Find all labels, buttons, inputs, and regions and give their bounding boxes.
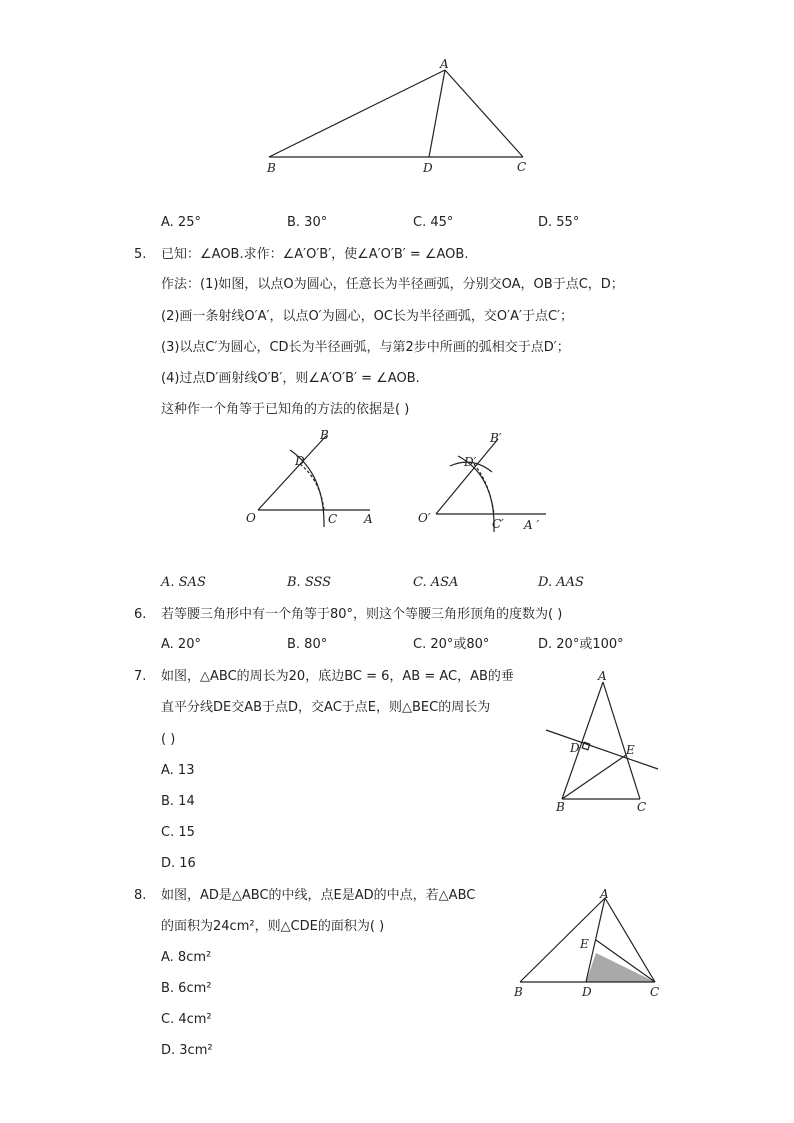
q4-label-C: C xyxy=(517,160,527,174)
q5-figure-right xyxy=(412,422,552,537)
q7-label-C: C xyxy=(637,800,647,814)
q7-label-E: E xyxy=(626,743,635,757)
q5-option-b[interactable]: B. SSS xyxy=(287,575,332,590)
q7-option-b[interactable]: B. 14 xyxy=(161,794,195,809)
q4-option-c[interactable]: C. 45° xyxy=(413,215,454,230)
q8-option-b[interactable]: B. 6cm² xyxy=(161,981,212,996)
q5-right-label-B: B′ xyxy=(490,431,502,445)
q5-left-label-D: D xyxy=(295,454,305,468)
q8-figure xyxy=(508,886,668,1001)
q4-triangle-figure xyxy=(260,58,540,178)
q8-option-a[interactable]: A. 8cm² xyxy=(161,950,212,965)
q5-option-d[interactable]: D. AAS xyxy=(538,575,584,590)
q8-label-A: A xyxy=(600,887,609,901)
q5-left-label-B: B xyxy=(320,428,329,442)
q5-option-a[interactable]: A. SAS xyxy=(161,575,206,590)
q8-label-D: D xyxy=(582,985,592,999)
q8-label-B: B xyxy=(514,985,523,999)
q5-line-2: 作法：(1)如图，以点O为圆心，任意长为半径画弧，分别交OA，OB于点C，D； xyxy=(161,277,624,292)
q5-figure-left xyxy=(240,422,380,537)
q5-line-5: (4)过点D′画射线O′B′，则∠A′O′B′ = ∠AOB. xyxy=(161,371,420,386)
q6-text: 若等腰三角形中有一个角等于80°，则这个等腰三角形顶角的度数为( ) xyxy=(161,607,563,622)
q5-left-label-C: C xyxy=(328,512,338,526)
q4-label-B: B xyxy=(267,161,276,175)
q8-line-1: 如图，AD是△ABC的中线，点E是AD的中点，若△ABC xyxy=(161,888,476,903)
q5-left-label-O: O xyxy=(246,511,256,525)
q6-option-c[interactable]: C. 20°或80° xyxy=(413,637,490,652)
q4-option-d[interactable]: D. 55° xyxy=(538,215,580,230)
q8-line-2: 的面积为24cm²，则△CDE的面积为( ) xyxy=(161,919,385,934)
q5-right-label-C: C′ xyxy=(492,517,504,531)
q6-number: 6. xyxy=(134,607,147,622)
q7-option-d[interactable]: D. 16 xyxy=(161,856,196,871)
q5-option-c[interactable]: C. ASA xyxy=(413,575,459,590)
q5-right-label-O: O′ xyxy=(418,511,431,525)
q5-line-1: 已知：∠AOB.求作：∠A′O′B′，使∠A′O′B′ = ∠AOB. xyxy=(161,247,469,262)
q5-right-label-D: D′ xyxy=(464,455,477,469)
q7-label-D: D xyxy=(570,741,580,755)
q7-line-2: 直平分线DE交AB于点D，交AC于点E，则△BEC的周长为 xyxy=(161,700,491,715)
q7-label-A: A xyxy=(598,669,607,683)
q4-label-D: D xyxy=(423,161,433,175)
q4-label-A: A xyxy=(440,58,449,71)
q4-option-b[interactable]: B. 30° xyxy=(287,215,328,230)
q8-option-c[interactable]: C. 4cm² xyxy=(161,1012,212,1027)
q7-line-3: ( ) xyxy=(161,732,176,747)
q8-number: 8. xyxy=(134,888,147,903)
q8-label-E: E xyxy=(580,937,589,951)
q5-number: 5. xyxy=(134,247,147,262)
q5-line-4: (3)以点C′为圆心，CD长为半径画弧，与第2步中所画的弧相交于点D′； xyxy=(161,340,570,355)
q7-label-B: B xyxy=(556,800,565,814)
q4-option-a[interactable]: A. 25° xyxy=(161,215,201,230)
q5-right-label-A: A ′ xyxy=(524,518,540,532)
q5-line-6: 这种作一个角等于已知角的方法的依据是( ) xyxy=(161,402,410,417)
q7-option-c[interactable]: C. 15 xyxy=(161,825,195,840)
q6-option-d[interactable]: D. 20°或100° xyxy=(538,637,624,652)
q7-line-1: 如图，△ABC的周长为20，底边BC = 6，AB = AC，AB的垂 xyxy=(161,669,514,684)
q7-figure xyxy=(540,668,665,818)
q7-number: 7. xyxy=(134,669,147,684)
q8-option-d[interactable]: D. 3cm² xyxy=(161,1043,213,1058)
q8-label-C: C xyxy=(650,985,660,999)
q7-option-a[interactable]: A. 13 xyxy=(161,763,195,778)
q5-left-label-A: A xyxy=(364,512,373,526)
q6-option-b[interactable]: B. 80° xyxy=(287,637,328,652)
q6-option-a[interactable]: A. 20° xyxy=(161,637,201,652)
q5-line-3: (2)画一条射线O′A′，以点O′为圆心，OC长为半径画弧，交O′A′于点C′； xyxy=(161,309,573,324)
